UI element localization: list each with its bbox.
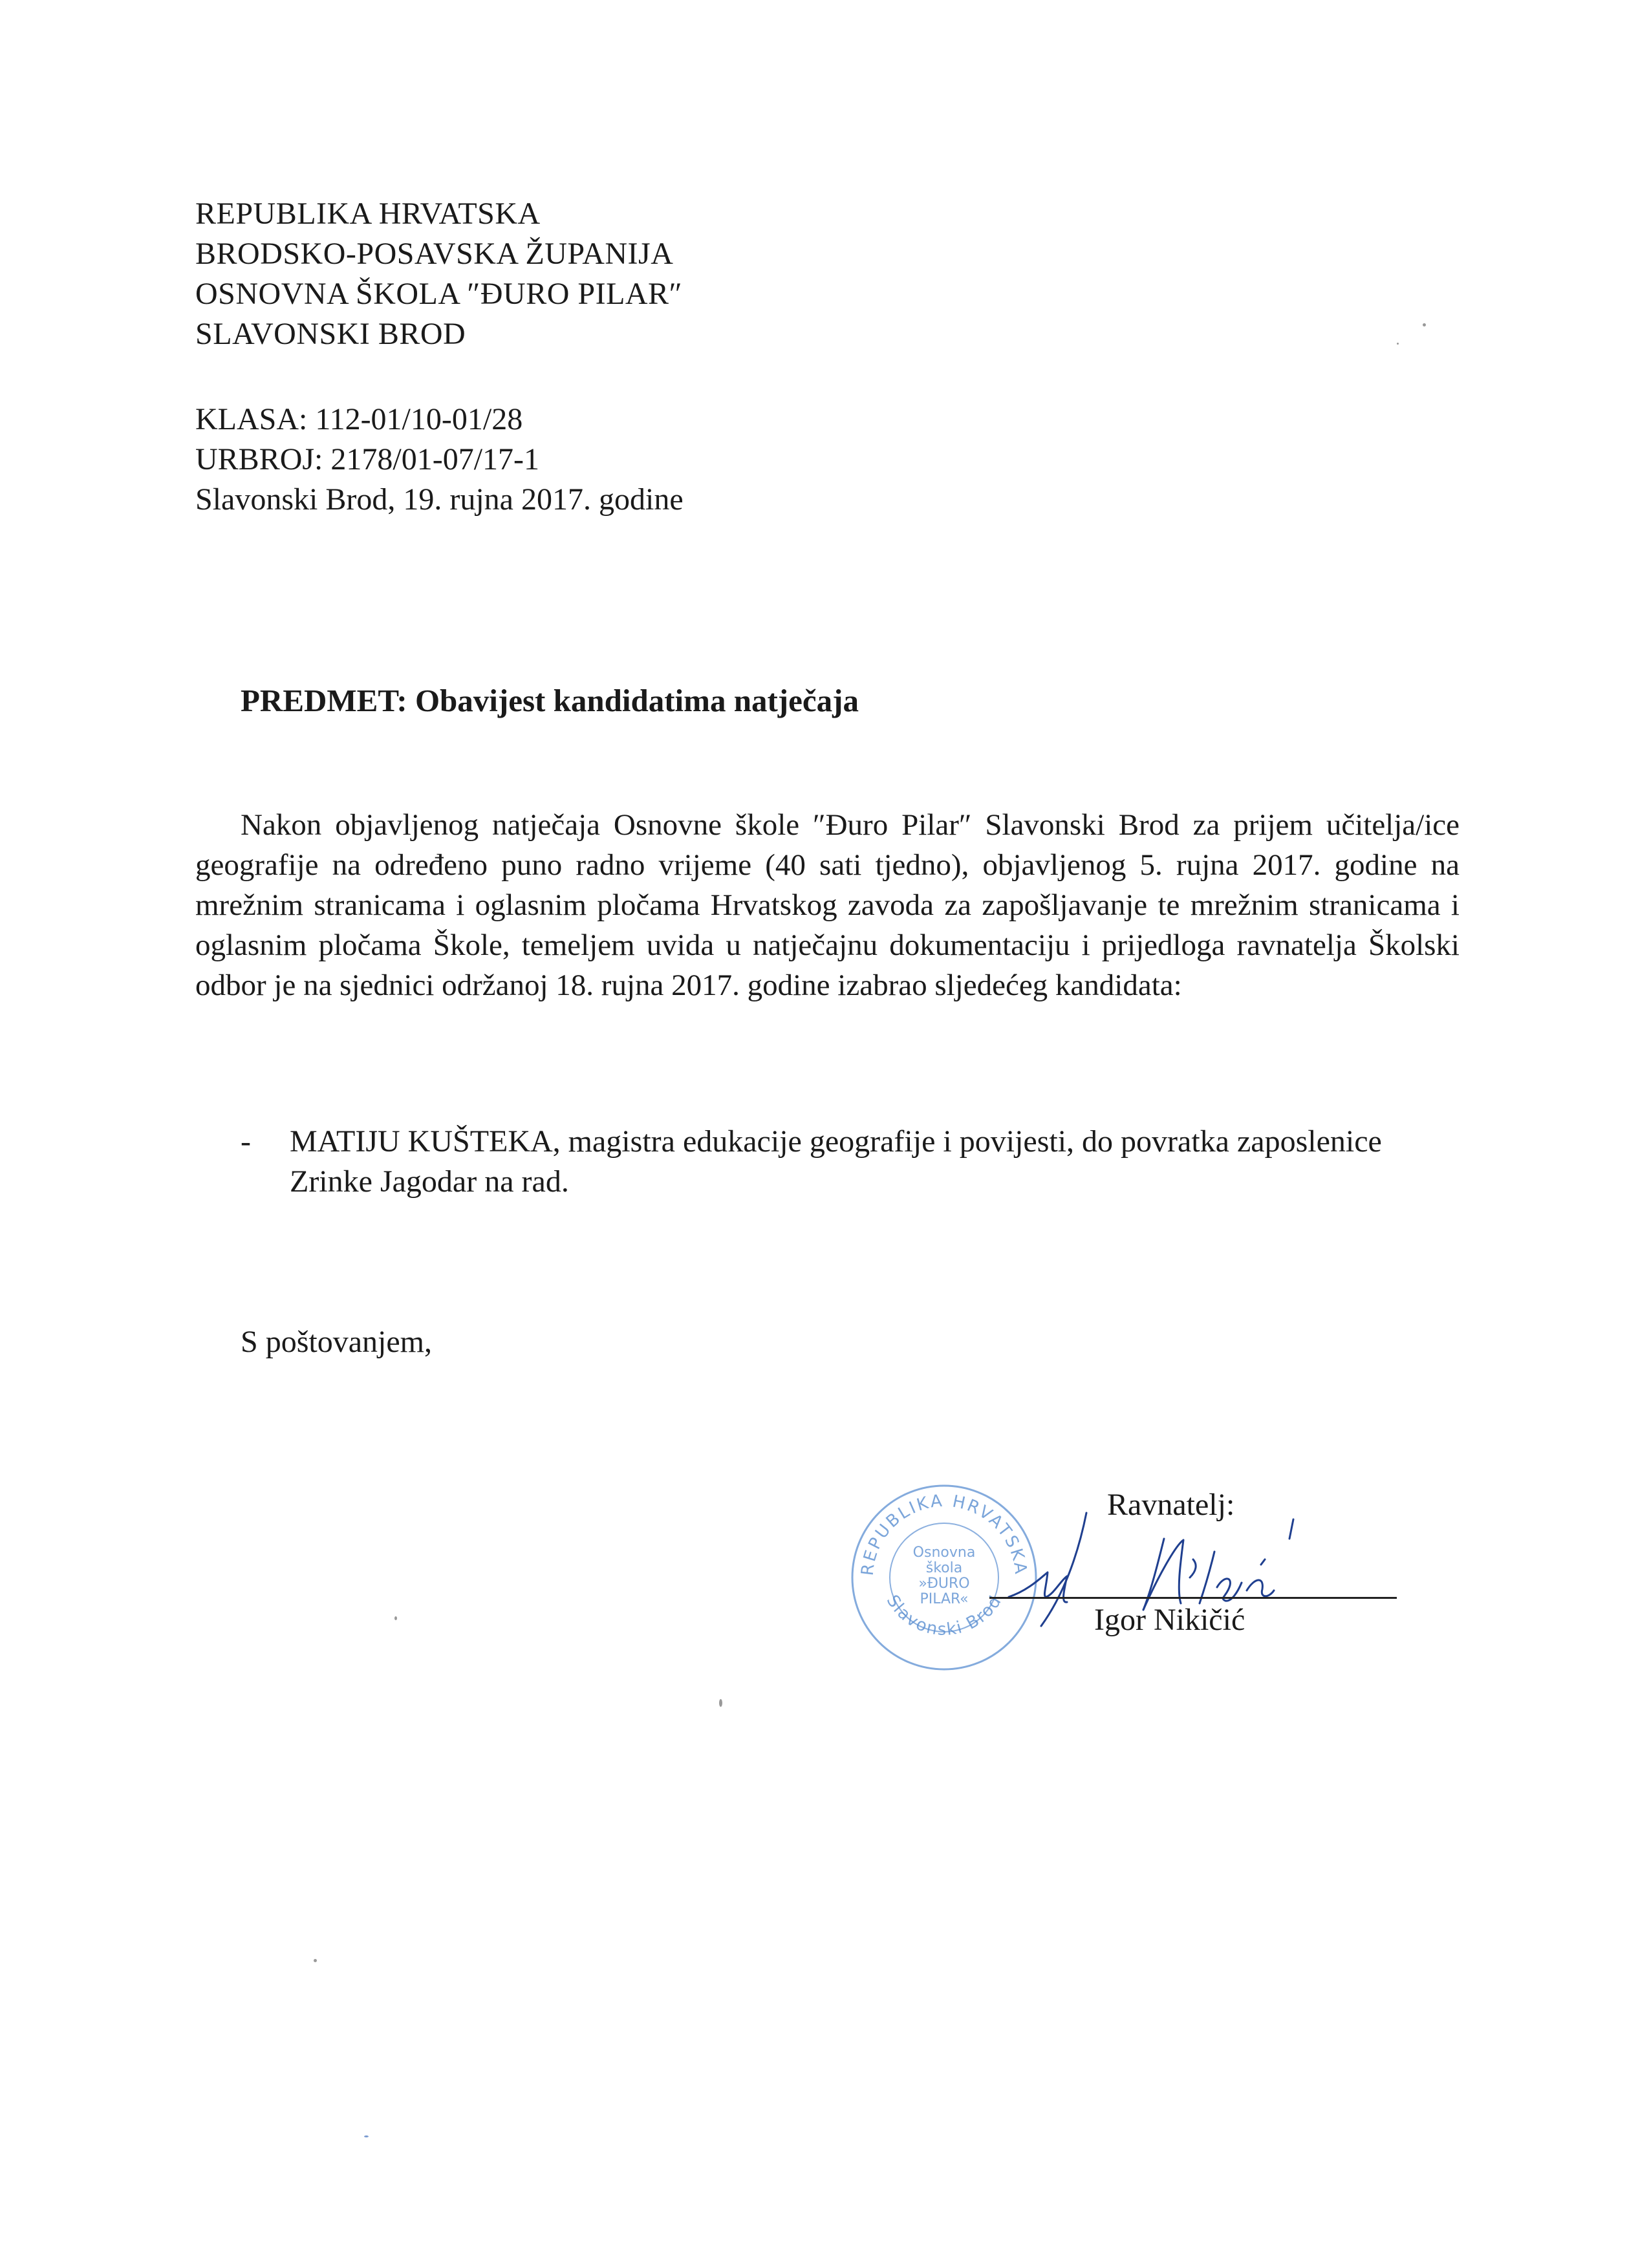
- list-bullet: -: [241, 1124, 251, 1159]
- place-and-date: Slavonski Brod, 19. rujna 2017. godine: [195, 482, 684, 517]
- stamp-center-line1: Osnovna: [912, 1545, 976, 1561]
- reference-block: [195, 400, 684, 520]
- subject-label: PREDMET:: [241, 683, 407, 718]
- subject-line: [241, 682, 859, 719]
- scan-speck: [314, 1959, 317, 1962]
- candidate-list: [241, 1122, 1405, 1202]
- stamp-ring-text: REPUBLIKA HRVATSKA: [857, 1491, 1031, 1577]
- subject-text: Obavijest kandidatima natječaja: [415, 683, 859, 718]
- closing-salutation: S poštovanjem,: [241, 1325, 432, 1359]
- stamp-bottom-text: Slavonski Brod: [882, 1591, 1006, 1640]
- scan-speck: [364, 2135, 369, 2137]
- letterhead-county: BRODSKO-POSAVSKA ŽUPANIJA: [195, 237, 674, 271]
- signatory-name: Igor Nikičić: [1094, 1603, 1245, 1637]
- list-item-text: MATIJU KUŠTEKA, magistra edukacije geografije i povijesti, do povratka zaposlenice Zrinke Jagodar na rad.: [290, 1124, 1382, 1199]
- scan-speck: [394, 1616, 397, 1620]
- body-paragraph: Nakon objavljenog natječaja Osnovne škole ″Đuro Pilar″ Slavonski Brod za prijem učitelja/ice geografije na određeno puno radno vrijeme (40 sati tjedno), objavljenog 5. rujna 2017. godine na mrežnim stranicama i oglasnim pločama Hrvatskog zavoda za zapošljavanje te mrežnim stranicama i oglasnim pločama Škole, temeljem uvida u natječajnu dokumentaciju i prijedloga ravnatelja Školski odbor je na sjednici održanoj 18. rujna 2017. godine izabrao sljedećeg kandidata:: [195, 808, 1460, 1002]
- scan-speck: [1397, 343, 1399, 345]
- stamp-center-line3: »ĐURO: [918, 1576, 970, 1592]
- letterhead-country: REPUBLIKA HRVATSKA: [195, 197, 541, 231]
- stamp-center-line4: PILAR«: [920, 1591, 969, 1607]
- klasa-number: KLASA: 112-01/10-01/28: [195, 402, 523, 436]
- urbroj-number: URBROJ: 2178/01-07/17-1: [195, 442, 540, 476]
- scan-speck: [719, 1699, 722, 1707]
- stamp-center-line2: škola: [925, 1560, 963, 1576]
- signatory-role: Ravnatelj:: [1107, 1488, 1235, 1522]
- list-item: [241, 1122, 1405, 1202]
- letterhead-city: SLAVONSKI BROD: [195, 317, 466, 351]
- signature-line: [989, 1597, 1397, 1599]
- letterhead-school: OSNOVNA ŠKOLA ″ĐURO PILAR″: [195, 277, 683, 311]
- scan-speck: [1423, 323, 1426, 326]
- letterhead: [195, 194, 682, 354]
